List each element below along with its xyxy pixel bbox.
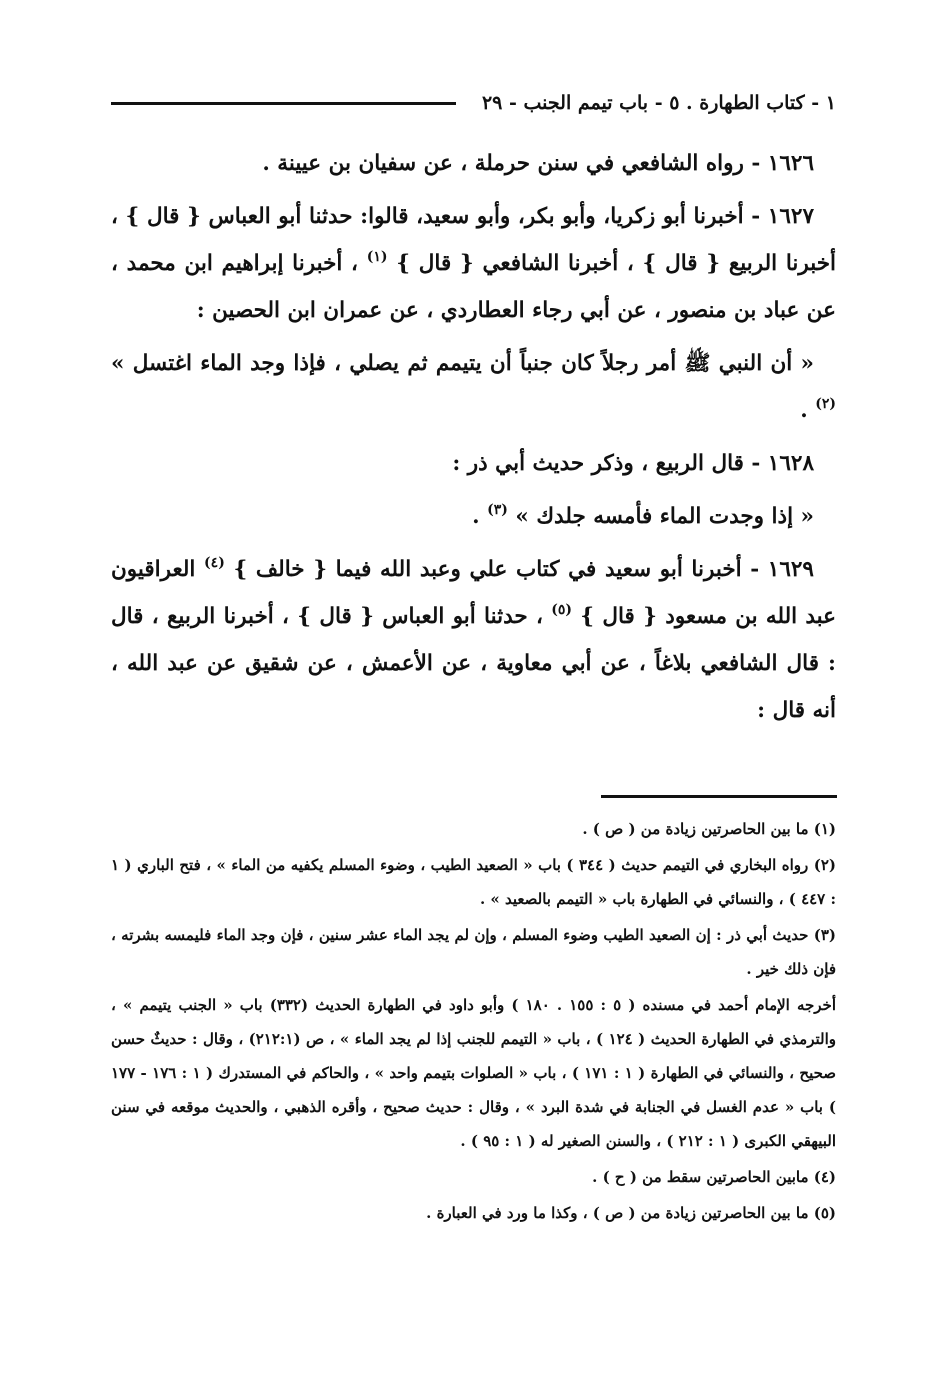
hadith-1627: ١٦٢٧ - أخبرنا أبو زكريا، وأبو بكر، وأبو سعيد، قالوا: حدثنا أبو العباس { قال } ، أخبرنا الربيع { قال } ، أخبرنا الشافعي { قال } $^{(١)}$ ، أخبرنا إبراهيم ابن محمد ، عن عباد بن منصور ، عن أبي رجاء العطاردي ، عن عمران ابن الحصين : [111, 204, 836, 323]
footnote-5: (٥) ما بين الحاصرتين زيادة من ( ص ) ، وكذا ما ورد في العبارة . [426, 1204, 836, 1222]
main-text [111, 140, 836, 740]
running-title: ١ - كتاب الطهارة . ٥ - باب تيمم الجنب - ٢٩ [481, 92, 836, 114]
footnote-3-cont: أخرجه الإمام أحمد في مسنده ( ٥ : ١٥٥ . ١٨٠ ) وأبو داود في الطهارة الحديث (٣٣٢) باب « الجنب يتيمم » ، والترمذي في الطهارة الحديث ( ١٢٤ ) ، باب « التيمم للجنب إذا لم يجد الماء » ، ص (٢١٢:١) ، وقال : حديثٌ حسن صحيح ، والنسائي في الطهارة ( ١ : ١٧١ ) ، باب « الصلوات بتيمم واحد » ، والحاكم في المستدرك ( ١ : ١٧٦ - ١٧٧ ) باب « عدم الغسل في الجنابة في شدة البرد » ، وقال : حديث صحيح ، وأقره الذهبي ، والحديث موقعه في سنن البيهقي الكبرى ( ١ : ٢١٢ ) ، والسنن الصغير له ( ١ : ٩٥ ) . [111, 996, 837, 1150]
running-header [111, 88, 836, 118]
footnote-ref[interactable]: (١) [366, 249, 388, 265]
footnote-1: (١) ما بين الحاصرتين زيادة من ( ص ) . [582, 820, 836, 838]
footnote-divider [601, 795, 837, 798]
footnote-4: (٤) مابين الحاصرتين سقط من ( ح ) . [592, 1168, 836, 1186]
hadith-1629: ١٦٢٩ - أخبرنا أبو سعيد في كتاب علي وعبد الله فيما { خالف } $^{(٤)}$ العراقيون عبد الله بن مسعود { قال } $^{(٥)}$ ، حدثنا أبو العباس { قال } ، أخبرنا الربيع ، قال : قال الشافعي بلاغاً ، عن أبي معاوية ، عن الأعمش ، عن شقيق عن عبد الله ، أنه قال : [111, 555, 836, 723]
footnote-ref[interactable]: (٤) [204, 555, 225, 571]
hadith-1628: ١٦٢٨ - قال الربيع ، وذكر حديث أبي ذر : [452, 451, 814, 476]
hadith-1628-matn: « إذا وجدت الماء فأمسه جلدك » $^{(٣)}$ . [472, 502, 814, 529]
footnotes [111, 812, 836, 1232]
footnote-ref[interactable]: (٢) [815, 396, 836, 412]
footnote-ref[interactable]: (٣) [487, 502, 508, 518]
footnote-2: (٢) رواه البخاري في التيمم حديث ( ٣٤٤ ) باب « الصعيد الطيب ، وضوء المسلم يكفيه من الماء » ، فتح الباري ( ١ : ٤٤٧ ) ، والنسائي في الطهارة باب « التيمم بالصعيد » . [111, 856, 836, 908]
footnote-3: (٣) حديث أبي ذر : إن الصعيد الطيب وضوء المسلم ، وإن لم يجد الماء عشر سنين ، فإن وجد الماء فليمسه بشرته ، فإن ذلك خير . [111, 926, 836, 978]
footnote-ref[interactable]: (٥) [551, 602, 572, 618]
header-rule [111, 102, 456, 105]
hadith-1626: ١٦٢٦ - رواه الشافعي في سنن حرملة ، عن سفيان بن عيينة . [262, 151, 814, 176]
hadith-1627-matn: « أن النبي ﷺ أمر رجلاً كان جنباً أن يتيمم ثم يصلي ، فإذا وجد الماء اغتسل » $^{(٢)}$ . [111, 351, 836, 423]
